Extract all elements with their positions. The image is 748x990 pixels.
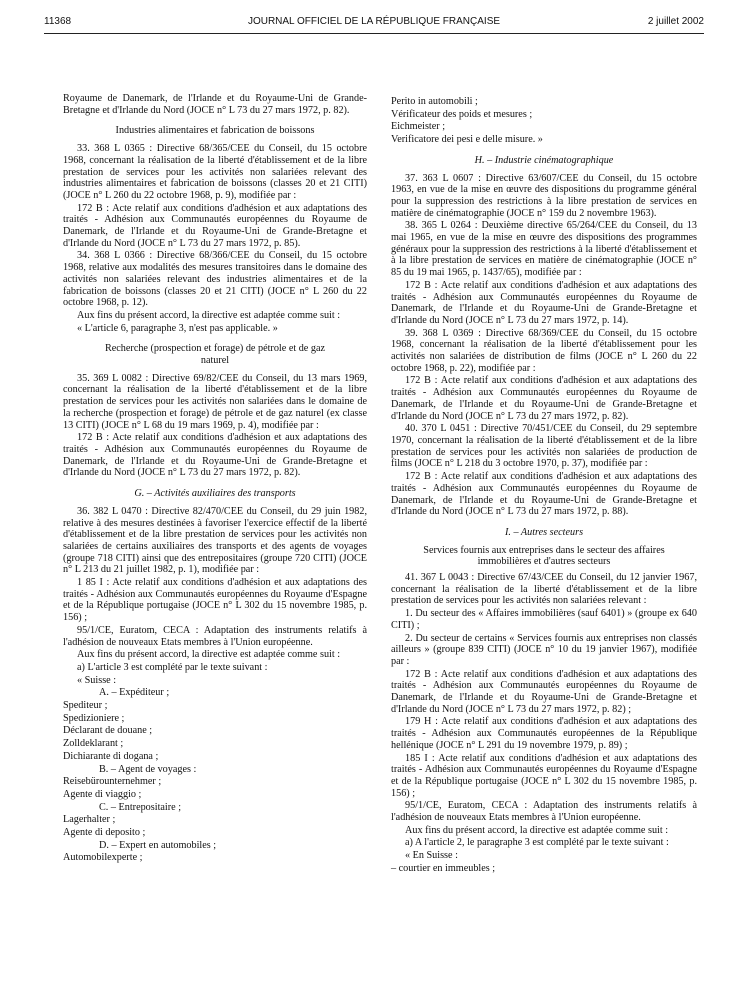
paragraph: 38. 365 L 0264 : Deuxième directive 65/264/CEE du Conseil, du 13 mai 1965, en vue de la mise en œuvre des dispositions des programmes généraux pour la suppression des restrictions à la liberté d'établissement et à la libre prestation de services en matière de cinématographie (JOCE n° 85 du 19 mai 1965, p. 1437/65), modifiée par : (391, 220, 697, 279)
paragraph: 41. 367 L 0043 : Directive 67/43/CEE du Conseil, du 12 janvier 1967, concernant la réalisation de la liberté d'établissement et de la libre prestation de services pour les activités non salariées relevant : (391, 572, 697, 607)
issue-date: 2 juillet 2002 (647, 16, 704, 27)
list-item: Déclarant de douane ; (63, 725, 153, 737)
left-column (63, 93, 367, 865)
paragraph: 34. 368 L 0366 : Directive 68/366/CEE du Conseil, du 15 octobre 1968, relative aux modalités des mesures transitoires dans le domaine des activités non salariées relevant des industries alimentaires et de la fabrication de boissons (classes 20 et 21 CITI) (JOCE n° L 260 du 22 octobre 1968, p. 12). (63, 250, 367, 309)
paragraph: 35. 369 L 0082 : Directive 69/82/CEE du Conseil, du 13 mars 1969, concernant la réalisation de la liberté d'établissement et de la libre prestation de services pour les activités non salariées dans le domaine de la recherche (prospection et forage) de pétrole et de gaz naturel (ex classe 13 CITI) (JOCE n° L 68 du 19 mars 1969, p. 4), modifiée par : (63, 372, 367, 431)
paragraph: Royaume de Danemark, de l'Irlande et du Royaume-Uni de Grande-Bretagne et d'Irlande du Nord (JOCE n° L 73 du 27 mars 1972, p. 82). (63, 93, 367, 116)
header-rule (44, 33, 704, 34)
paragraph: 185 I : Acte relatif aux conditions d'adhésion et aux adaptations des traités - Adhésion aux Communautés européennes du Royaume d'Espagne et de la République portugaise (JOCE n° L 302 du 15 novembre 1985, p. 156) ; (391, 752, 697, 799)
page-number: 11368 (44, 16, 72, 27)
list-item: – courtier en immeubles ; (391, 862, 496, 874)
list-item: Vérificateur des poids et mesures ; (391, 108, 533, 120)
list-item: Automobilexperte ; (63, 852, 143, 864)
list-item: Dichiarante di dogana ; (63, 750, 159, 762)
paragraph: Aux fins du présent accord, la directive est adaptée comme suit : (77, 649, 341, 661)
paragraph: 172 B : Acte relatif aux conditions d'adhésion et aux adaptations des traités - Adhésion aux Communautés européennes du Royaume de Danemark, de l'Irlande et du Royaume-Uni de Grande-Bretagne et d'Irlande du Nord (JOCE n° L 73 du 27 mars 1972, p. 82) ; (391, 668, 697, 715)
paragraph: Aux fins du présent accord, la directive est adaptée comme suit : (77, 309, 341, 321)
paragraph: 2. Du secteur de certains « Services fournis aux entreprises non classés ailleurs » (groupe 839 CITI) (JOCE n° 10 du 19 janvier 1967), modifiée par : (391, 632, 697, 667)
section-heading: H. – Industrie cinématographique (474, 154, 614, 166)
list-item: Lagerhalter ; (63, 814, 116, 826)
paragraph: 172 B : Acte relatif aux conditions d'adhésion et aux adaptations des traités - Adhésion aux Communautés européennes du Royaume de Danemark, de l'Irlande et du Royaume-Uni de Grande-Bretagne et d'Irlande du Nord (JOCE n° L 73 du 27 mars 1972, p. 82). (391, 375, 697, 422)
paragraph: 179 H : Acte relatif aux conditions d'adhésion et aux adaptations des traités - Adhésion aux Communautés européennes de la République hellénique (JOCE n° L 291 du 19 novembre 1979, p. 89) ; (391, 716, 697, 751)
paragraph: 37. 363 L 0607 : Directive 63/607/CEE du Conseil, du 15 octobre 1963, en vue de la mise en œuvre des dispositions du programme général pour la suppression des restrictions à la libre prestation de services en matière de cinématographie (JOCE n° 159 du 2 novembre 1963). (391, 172, 697, 219)
list-item: C. – Entrepositaire ; (99, 801, 182, 813)
list-item: B. – Agent de voyages : (99, 763, 197, 775)
list-item: « En Suisse : (405, 850, 458, 862)
paragraph: 1 85 I : Acte relatif aux conditions d'adhésion et aux adaptations des traités - Adhésion aux Communautés européennes du Royaume d'Espagne et de la République portugaise (JOCE n° L 302 du 15 novembre 1985, p. 156) ; (63, 577, 367, 624)
list-item: Zolldeklarant ; (63, 738, 124, 750)
paragraph: 36. 382 L 0470 : Directive 82/470/CEE du Conseil, du 29 juin 1982, relative à des mesures destinées à favoriser l'exercice effectif de la liberté d'établissement et de la libre prestation de services pour les activités non salariées de certains auxiliaires des transports et des agents de voyages (groupe 718 CITI) ainsi que des entrepositaires (groupe 720 CITI) (JOCE n° L 213 du 21 juillet 1982, p. 1), modifiée par : (63, 505, 367, 576)
paragraph: 172 B : Acte relatif aux conditions d'adhésion et aux adaptations des traités - Adhésion aux Communautés européennes du Royaume de Danemark, de l'Irlande et du Royaume-Uni de Grande-Bretagne et d'Irlande du Nord (JOCE n° L 73 du 27 mars 1972, p. 88). (391, 471, 697, 518)
paragraph: 95/1/CE, Euratom, CECA : Adaptation des instruments relatifs à l'adhésion de nouveaux Etats membres à l'Union européenne. (63, 624, 367, 648)
paragraph: 172 B : Acte relatif aux conditions d'adhésion et aux adaptations des traités - Adhésion aux Communautés européennes du Royaume de Danemark, de l'Irlande et du Royaume-Uni de Grande-Bretagne et d'Irlande du Nord (JOCE n° L 73 du 27 mars 1972, p. 14). (391, 279, 697, 326)
list-item: Spediteur ; (63, 700, 108, 712)
list-item: A. – Expéditeur ; (99, 687, 170, 699)
paragraph: 172 B : Acte relatif aux conditions d'adhésion et aux adaptations des traités - Adhésion aux Communautés européennes du Royaume de Danemark, de l'Irlande et du Royaume-Uni de Grande-Bretagne et d'Irlande du Nord (JOCE n° L 73 du 27 mars 1972, p. 85). (63, 202, 367, 249)
paragraph: 1. Du secteur des « Affaires immobilières (sauf 6401) » (groupe ex 640 CITI) ; (391, 608, 697, 631)
right-column (391, 96, 697, 876)
list-item: Eichmeister ; (391, 121, 446, 133)
list-item: Spedizioniere ; (63, 712, 125, 724)
paragraph: a) L'article 3 est complété par le texte suivant : (77, 661, 268, 673)
list-item: « Suisse : (77, 674, 117, 686)
paragraph: 95/1/CE, Euratom, CECA : Adaptation des instruments relatifs à l'adhésion de nouveaux Etats membres à l'Union européenne. (391, 800, 697, 824)
paragraph: « L'article 6, paragraphe 3, n'est pas applicable. » (77, 322, 278, 334)
section-subheading: Services fournis aux entreprises dans le secteur des affaires immobilières et d'autres secteurs (423, 544, 665, 568)
paragraph: 172 B : Acte relatif aux conditions d'adhésion et aux adaptations des traités - Adhésion aux Communautés européennes du Royaume de Danemark, de l'Irlande et du Royaume-Uni de Grande-Bretagne et d'Irlande du Nord (JOCE n° L 73 du 27 mars 1972, p. 82). (63, 432, 367, 479)
paragraph: 39. 368 L 0369 : Directive 68/369/CEE du Conseil, du 15 octobre 1968, concernant la réalisation de la liberté d'établissement pour les activités non salariées de distribution de films (JOCE n° L 260 du 22 octobre 1968, p. 22), modifiée par : (391, 327, 697, 374)
section-heading: Recherche (prospection et forage) de pétrole et de gaz naturel (104, 343, 326, 367)
list-item: D. – Expert en automobiles ; (99, 839, 217, 851)
page-header (44, 16, 704, 34)
paragraph: 40. 370 L 0451 : Directive 70/451/CEE du Conseil, du 29 septembre 1970, concernant la réalisation de la liberté d'établissement et de la libre prestation de services pour les activités non salariées de production de films (JOCE n° L 218 du 3 octobre 1970, p. 37), modifiée par : (391, 423, 697, 470)
list-item: Verificatore dei pesi e delle misure. » (391, 134, 543, 146)
paragraph: 33. 368 L 0365 : Directive 68/365/CEE du Conseil, du 15 octobre 1968, concernant la réalisation de la liberté d'établissement et de la libre prestation de services pour les activités non salariées relevant des industries alimentaires et fabrication de boissons (classes 20 et 21 CITI) (JOCE n° L 260 du 22 octobre 1968, p. 9), modifiée par : (63, 143, 367, 201)
paragraph: a) A l'article 2, le paragraphe 3 est complété par le texte suivant : (405, 837, 669, 849)
section-heading: Industries alimentaires et fabrication de boissons (115, 125, 315, 137)
list-item: Agente di deposito ; (63, 827, 146, 839)
list-item: Perito in automobili ; (391, 96, 478, 107)
list-item: Agente di viaggio ; (63, 788, 142, 800)
section-heading: I. – Autres secteurs (504, 526, 584, 538)
list-item: Reisebürounternehmer ; (63, 776, 162, 788)
journal-title: JOURNAL OFFICIEL DE LA RÉPUBLIQUE FRANÇAISE (247, 16, 501, 27)
paragraph: Aux fins du présent accord, la directive est adaptée comme suit : (405, 824, 669, 836)
section-heading: G. – Activités auxiliaires des transports (134, 488, 296, 500)
